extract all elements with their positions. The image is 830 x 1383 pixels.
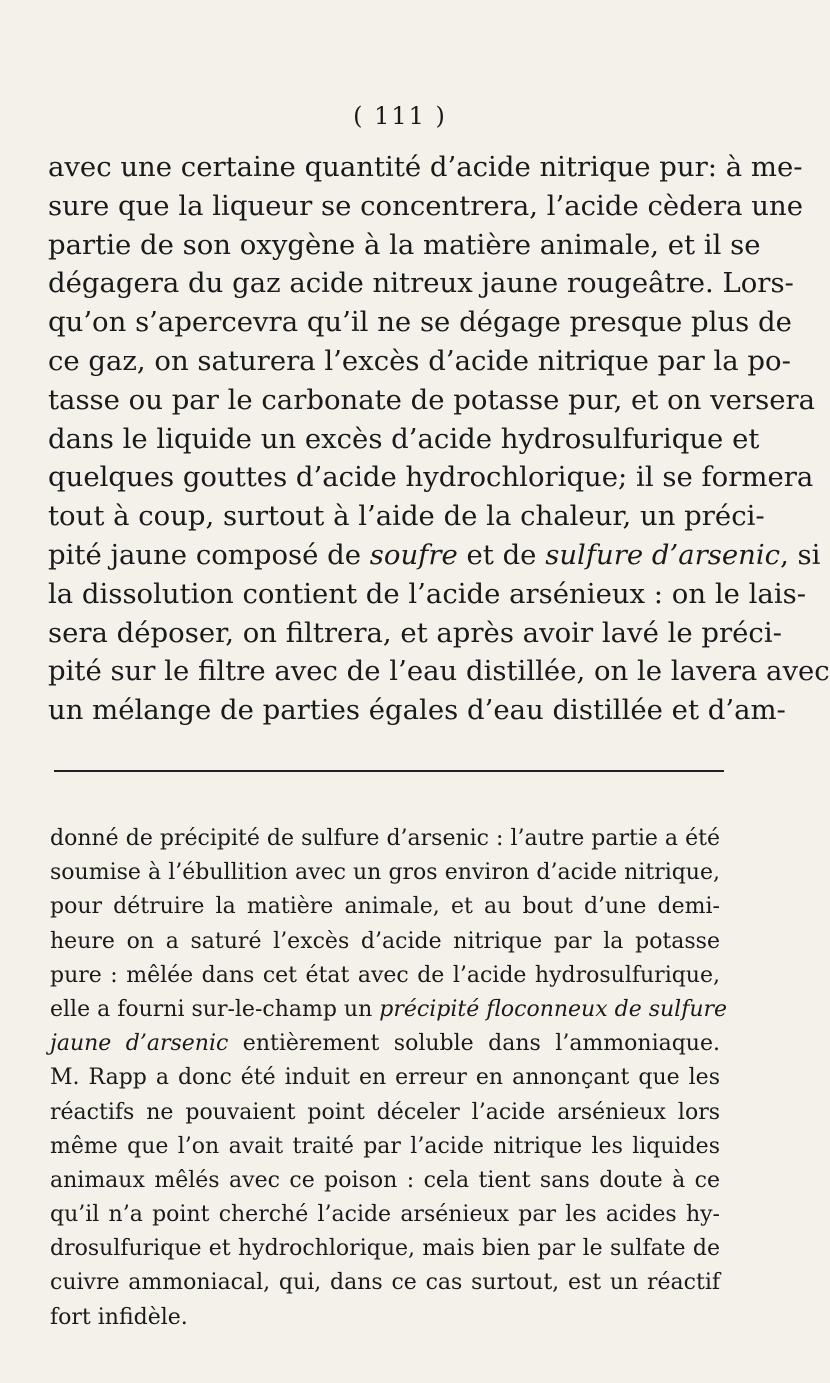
main-italic-text: soufre — [369, 538, 458, 571]
main-line — [48, 614, 782, 653]
main-text: la dissolution contient de l’acide arsénieux : on le lais- — [48, 577, 807, 610]
footnote-text: pour détruire la matière animale, et au bout d’une demi- — [50, 894, 720, 920]
main-text: partie de son oxygène à la matière animale, et il se — [48, 228, 761, 261]
main-text: pité sur le filtre avec de l’eau distillée, on le lavera avec — [48, 655, 830, 688]
main-line — [48, 691, 786, 730]
footnote-line — [50, 1232, 720, 1266]
main-line — [48, 575, 807, 614]
footnote-text-block — [50, 822, 728, 1335]
footnote-text: drosulfurique et hydrochlorique, mais bien par le sulfate de — [50, 1236, 720, 1262]
footnote-italic-text: précipité floconneux de sulfure — [379, 996, 728, 1022]
main-line — [48, 264, 794, 303]
main-text: , si — [780, 538, 821, 571]
footnote-italic-text: jaune d’arsenic — [50, 1031, 229, 1057]
main-text: tasse ou par le carbonate de potasse pur, et on versera — [48, 383, 816, 416]
main-line — [48, 497, 765, 536]
main-text: et de — [457, 538, 546, 571]
main-line — [48, 652, 830, 691]
footnote-line — [50, 1198, 720, 1232]
footnote-line — [50, 890, 720, 924]
footnote-line — [50, 1096, 720, 1130]
footnote-text: animaux mêlés avec ce poison : cela tient sans doute à ce — [50, 1167, 720, 1193]
footnote-text: soumise à l’ébullition avec un gros environ d’acide nitrique, — [50, 860, 720, 886]
main-line — [48, 148, 803, 187]
main-italic-text: sulfure d’arsenic — [545, 538, 781, 571]
main-text: ce gaz, on saturera l’excès d’acide nitrique par la po- — [48, 344, 791, 377]
footnote-text: même que l’on avait traité par l’acide nitrique les liquides — [50, 1133, 720, 1159]
footnote-line — [50, 959, 720, 993]
footnote-text: fort infidèle. — [50, 1304, 188, 1330]
main-text: pité jaune composé de — [48, 538, 370, 571]
footnote-text: elle a fourni sur-le-champ un — [50, 996, 380, 1022]
footnote-line — [50, 993, 728, 1027]
main-line — [48, 187, 803, 226]
main-text: qu’on s’apercevra qu’il ne se dégage presque plus de — [48, 306, 792, 339]
footnote-line — [50, 1164, 720, 1198]
footnote-line — [50, 1027, 720, 1061]
footnote-line — [50, 925, 720, 959]
footnote-text: entièrement soluble dans l’ammoniaque. — [228, 1031, 720, 1057]
footnote-line — [50, 1130, 720, 1164]
main-text: dégagera du gaz acide nitreux jaune rougeâtre. Lors- — [48, 267, 794, 300]
footnote-text: donné de précipité de sulfure d’arsenic : l’autre partie a été — [50, 826, 720, 851]
main-line — [48, 342, 791, 381]
main-text: quelques gouttes d’acide hydrochlorique; il se formera — [48, 461, 814, 494]
footnote-text: réactifs ne pouvaient point déceler l’acide arsénieux lors — [50, 1099, 720, 1125]
footnote-text: cuivre ammoniacal, qui, dans ce cas surtout, est un réactif — [50, 1270, 720, 1296]
footnote-line — [50, 1061, 720, 1095]
main-line — [48, 381, 816, 420]
footnote-text: M. Rapp a donc été induit en erreur en annonçant que les — [50, 1065, 720, 1091]
main-line — [48, 303, 792, 342]
footnote-line — [50, 1301, 720, 1335]
footnote-line — [50, 1266, 720, 1300]
footnote-line — [50, 822, 720, 856]
main-line — [48, 226, 761, 265]
main-text: un mélange de parties égales d’eau distillée et d’am- — [48, 694, 786, 727]
footnote-text: qu’il n’a point cherché l’acide arsénieux par les acides hy- — [50, 1202, 720, 1228]
main-line — [48, 420, 760, 459]
footnote-text: heure on a saturé l’excès d’acide nitrique par la potasse — [50, 928, 720, 954]
footnote-line — [50, 856, 720, 890]
main-text: tout à coup, surtout à l’aide de la chaleur, un préci- — [48, 500, 765, 533]
page-number: ( 111 ) — [353, 102, 447, 130]
main-text: dans le liquide un excès d’acide hydrosulfurique et — [48, 422, 760, 455]
footnote-separator-rule — [54, 770, 724, 772]
main-text: sure que la liqueur se concentrera, l’acide cèdera une — [48, 189, 803, 222]
main-line — [48, 458, 814, 497]
main-text: avec une certaine quantité d’acide nitrique pur: à me- — [48, 151, 803, 183]
main-line — [48, 536, 821, 575]
main-text-block — [48, 148, 830, 730]
footnote-text: pure : mêlée dans cet état avec de l’acide hydrosulfurique, — [50, 962, 720, 988]
main-text: sera déposer, on filtrera, et après avoir lavé le préci- — [48, 616, 782, 649]
